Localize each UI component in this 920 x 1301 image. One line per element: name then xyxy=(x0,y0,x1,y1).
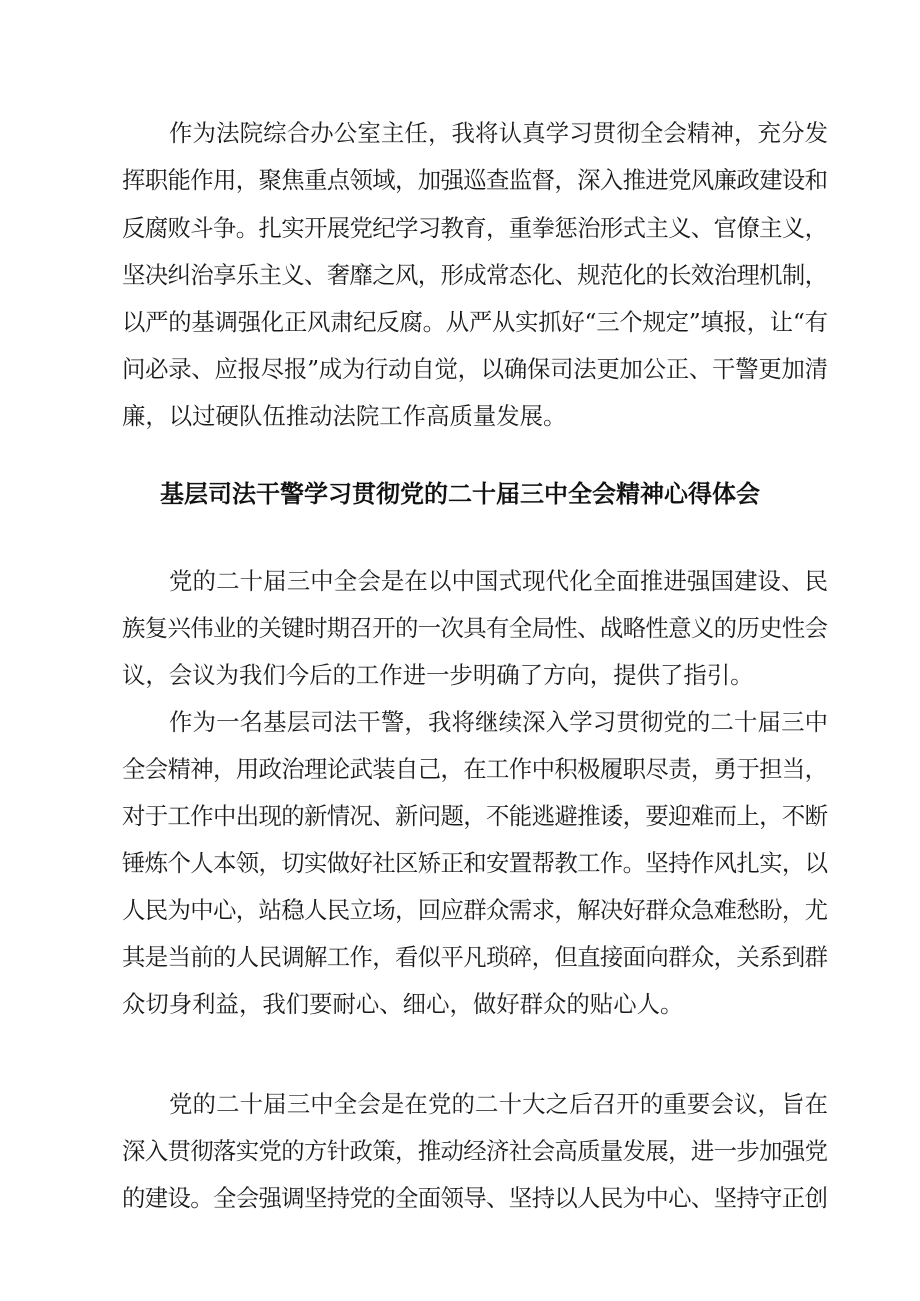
paragraph-3-line: 锤炼个人本领，切实做好社区矫正和安置帮教工作。坚持作风扎实，以 xyxy=(122,849,828,877)
paragraph-3-line: 人民为中心，站稳人民立场，回应群众需求，解决好群众急难愁盼，尤 xyxy=(122,896,828,924)
paragraph-2-line: 党的二十届三中全会是在以中国式现代化全面推进强国建设、民 xyxy=(169,567,828,595)
paragraph-4-line: 的建设。全会强调坚持党的全面领导、坚持以人民为中心、坚持守正创 xyxy=(122,1184,828,1212)
paragraph-1-line: 反腐败斗争。扎实开展党纪学习教育，重拳惩治形式主义、官僚主义， xyxy=(122,214,828,242)
paragraph-1-line: 作为法院综合办公室主任，我将认真学习贯彻全会精神，充分发 xyxy=(169,119,828,147)
paragraph-3-line: 对于工作中出现的新情况、新问题，不能逃避推诿，要迎难而上，不断 xyxy=(122,802,828,830)
paragraph-1-line: 问必录、应报尽报”成为行动自觉，以确保司法更加公正、干警更加清 xyxy=(122,355,828,383)
paragraph-3-line: 全会精神，用政治理论武装自己，在工作中积极履职尽责，勇于担当， xyxy=(122,755,828,783)
paragraph-3-line: 其是当前的人民调解工作，看似平凡琐碎，但直接面向群众，关系到群 xyxy=(122,943,828,971)
paragraph-3-line: 作为一名基层司法干警，我将继续深入学习贯彻党的二十届三中 xyxy=(169,708,828,736)
section-heading: 基层司法干警学习贯彻党的二十届三中全会精神心得体会 xyxy=(160,480,760,508)
paragraph-4-line: 深入贯彻落实党的方针政策，推动经济社会高质量发展，进一步加强党 xyxy=(122,1137,828,1165)
paragraph-2-line: 议，会议为我们今后的工作进一步明确了方向，提供了指引。 xyxy=(122,661,754,689)
paragraph-1-line: 坚决纠治享乐主义、奢靡之风，形成常态化、规范化的长效治理机制， xyxy=(122,261,828,289)
paragraph-1-line: 以严的基调强化正风肃纪反腐。从严从实抓好“三个规定”填报，让“有 xyxy=(122,308,828,336)
paragraph-1-line: 廉，以过硬队伍推动法院工作高质量发展。 xyxy=(122,402,567,430)
paragraph-1-line: 挥职能作用，聚焦重点领域，加强巡查监督，深入推进党风廉政建设和 xyxy=(122,166,828,194)
paragraph-4-line: 党的二十届三中全会是在党的二十大之后召开的重要会议，旨在 xyxy=(169,1090,828,1118)
paragraph-2-line: 族复兴伟业的关键时期召开的一次具有全局性、战略性意义的历史性会 xyxy=(122,614,828,642)
paragraph-3-line: 众切身利益，我们要耐心、细心，做好群众的贴心人。 xyxy=(122,990,684,1018)
